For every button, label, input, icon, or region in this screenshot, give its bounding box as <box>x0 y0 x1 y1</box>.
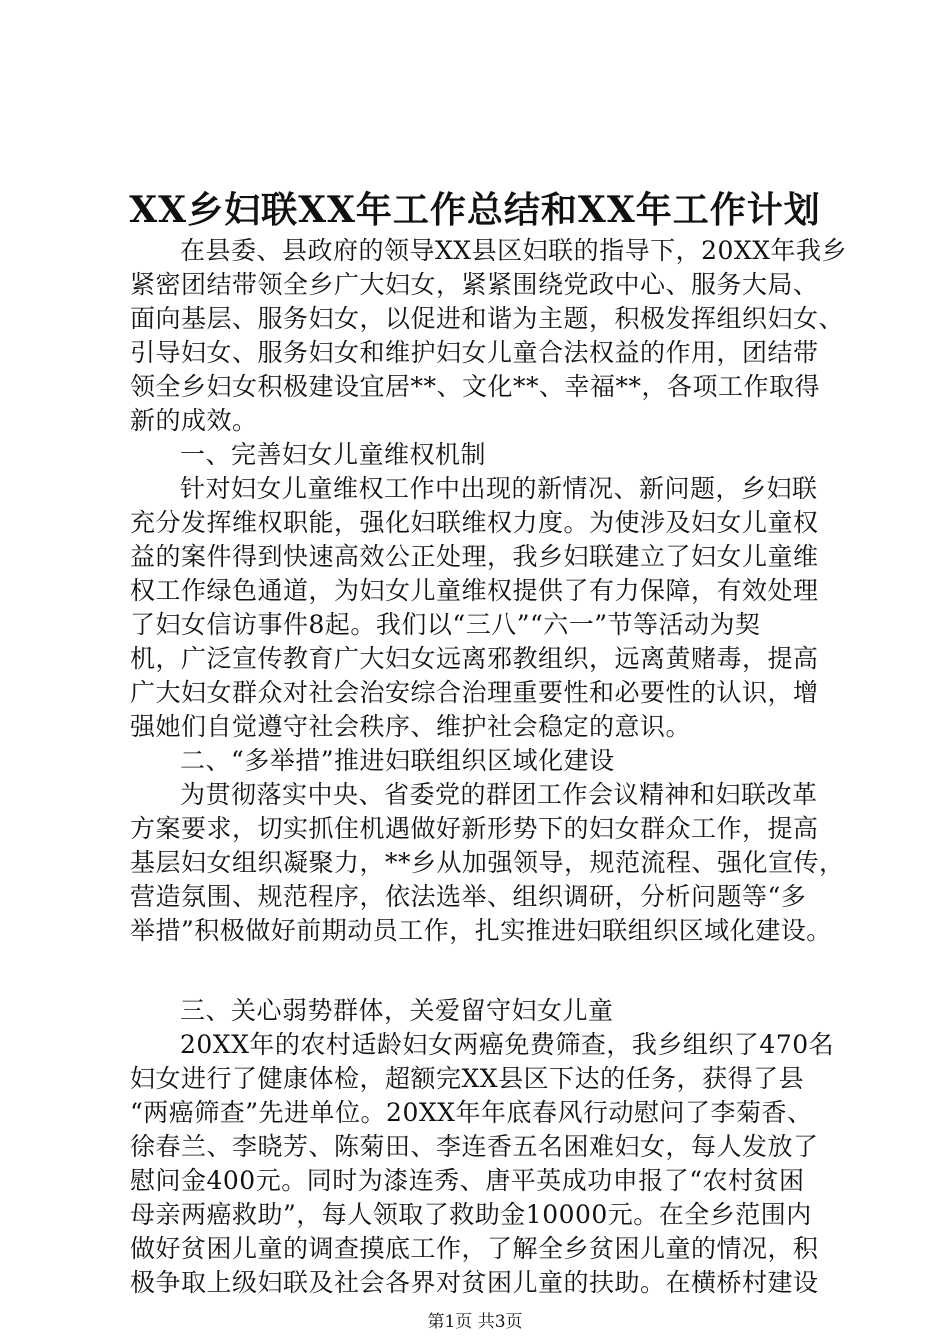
paragraph-line: 紧密团结带领全乡广大妇女，紧紧围绕党政中心、服务大局、 <box>130 270 819 299</box>
paragraph-line: 母亲两癌救助”，每人领取了救助金10000元。在全乡范围内 <box>130 1200 812 1229</box>
section-heading: 一、完善妇女儿童维权机制 <box>180 440 487 469</box>
paragraph-line: 营造氛围、规范程序，依法选举、组织调研，分析问题等“多 <box>130 882 807 911</box>
paragraph-line: 强她们自觉遵守社会秩序、维护社会稳定的意识。 <box>130 712 692 741</box>
paragraph-line: 做好贫困儿童的调查摸底工作，了解全乡贫困儿童的情况，积 <box>130 1234 819 1263</box>
section-heading: 二、“多举措”推进妇联组织区域化建设 <box>180 746 615 775</box>
paragraph-line: 慰问金400元。同时为漆连秀、唐平英成功申报了“农村贫困 <box>130 1166 805 1195</box>
paragraph-line: 在县委、县政府的领导XX县区妇联的指导下，20XX年我乡 <box>180 236 848 265</box>
paragraph-line: 充分发挥维权职能，强化妇联维权力度。为使涉及妇女儿童权 <box>130 508 819 537</box>
paragraph-line: 20XX年的农村适龄妇女两癌免费筛查，我乡组织了470名 <box>180 1030 835 1059</box>
paragraph-line: 基层妇女组织凝聚力，**乡从加强领导，规范流程、强化宣传， <box>130 848 845 877</box>
paragraph-line: 权工作绿色通道，为妇女儿童维权提供了有力保障，有效处理 <box>130 576 819 605</box>
paragraph-line: 了妇女信访事件8起。我们以“三八”“六一”节等活动为契 <box>130 610 761 639</box>
paragraph-line: 极争取上级妇联及社会各界对贫困儿童的扶助。在横桥村建设 <box>130 1268 819 1297</box>
paragraph-line: 徐春兰、李晓芳、陈菊田、李连香五名困难妇女，每人发放了 <box>130 1132 819 1161</box>
paragraph-line: 方案要求，切实抓住机遇做好新形势下的妇女群众工作，提高 <box>130 814 819 843</box>
paragraph-line: 妇女进行了健康体检，超额完XX县区下达的任务，获得了县 <box>130 1064 805 1093</box>
paragraph-line: 针对妇女儿童维权工作中出现的新情况、新问题，乡妇联 <box>180 474 818 503</box>
paragraph-line: 机，广泛宣传教育广大妇女远离邪教组织，远离黄赌毒，提高 <box>130 644 819 673</box>
paragraph-line: “两癌筛查”先进单位。20XX年年底春风行动慰问了李菊香、 <box>130 1098 813 1127</box>
section-heading: 三、关心弱势群体，关爱留守妇女儿童 <box>180 996 614 1025</box>
paragraph-line: 引导妇女、服务妇女和维护妇女儿童合法权益的作用，团结带 <box>130 338 819 367</box>
paragraph-line: 为贯彻落实中央、省委党的群团工作会议精神和妇联改革 <box>180 780 818 809</box>
paragraph-line: 益的案件得到快速高效公正处理，我乡妇联建立了妇女儿童维 <box>130 542 819 571</box>
paragraph-line: 举措”积极做好前期动员工作，扎实推进妇联组织区域化建设。 <box>130 916 832 945</box>
document-title: XX乡妇联XX年工作总结和XX年工作计划 <box>129 189 821 231</box>
paragraph-line: 领全乡妇女积极建设宜居**、文化**、幸福**，各项工作取得 <box>130 372 821 401</box>
paragraph-line: 广大妇女群众对社会治安综合治理重要性和必要性的认识，增 <box>130 678 819 707</box>
paragraph-line: 面向基层、服务妇女，以促进和谐为主题，积极发挥组织妇女、 <box>130 304 845 333</box>
paragraph-line: 新的成效。 <box>130 406 258 435</box>
page-footer: 第1页 共3页 <box>427 1312 523 1332</box>
